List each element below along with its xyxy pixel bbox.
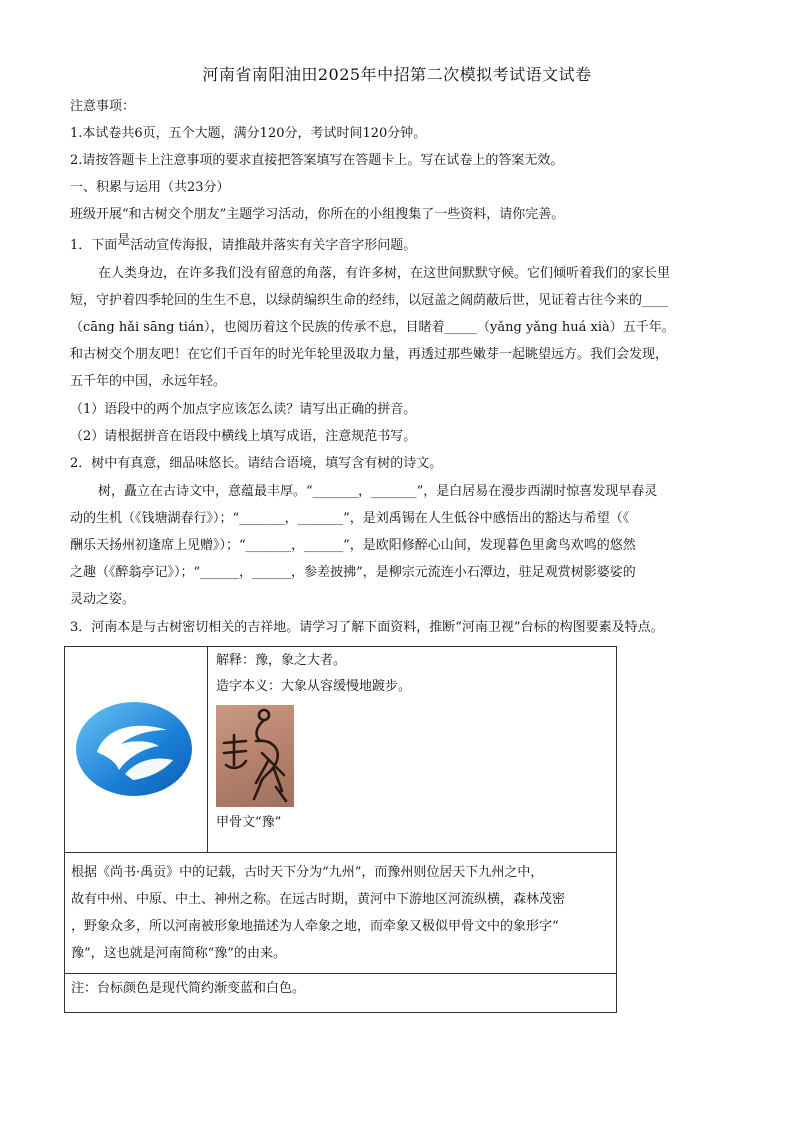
material-table <box>64 646 617 1013</box>
q1-stem-a: 1．下面 <box>70 238 118 253</box>
history-paragraph-cell <box>65 853 617 974</box>
q2-line-5: 灵动之姿。 <box>70 592 136 607</box>
notes-item-2: 2.请按答题卡上注意事项的要求直接把答案填写在答题卡上。写在试卷上的答案无效。 <box>70 153 564 168</box>
q1-stem-b: 活动宣传海报，请推敲并落实有关字音字形问题。 <box>130 238 417 253</box>
section1-heading: 一、积累与运用（共23分） <box>70 180 230 195</box>
oracle-caption: 甲骨文“豫” <box>216 815 282 830</box>
q2-line-2: 动的生机（《钱塘湖春行》）；“_______，_______”，是刘禹锡在人生低谷中感悟出的豁达与希望（《 <box>70 511 630 526</box>
q2-line-3: 酬乐天扬州初逢席上见赠》）；“_______，______”，是欧阳修醉心山间，发现暮色里禽鸟欢鸣的悠然 <box>70 538 636 553</box>
history-line-4: 豫”，这也就是河南简称“豫”的由来。 <box>71 946 286 961</box>
q1-passage-line-3: （cāng hǎi sāng tián），也阅历着这个民族的传承不息，目睹着_____（yǎng yǎng huá xià）五千年。 <box>70 320 675 335</box>
q1-passage-line-2: 短，守护着四季轮回的生生不息，以绿荫编织生命的经纬，以冠盖之阔荫蔽后世，见证着古往今来的____ <box>70 293 669 308</box>
logo-color-note-cell <box>65 974 617 1013</box>
q1-sub-1: （1）语段中的两个加点字应该怎么读？请写出正确的拼音。 <box>70 402 417 417</box>
oracle-bone-yu-character <box>216 705 294 807</box>
q2-stem: 2．树中有真意，细品味悠长。请结合语境，填写含有树的诗文。 <box>70 456 443 471</box>
oracle-bone-image <box>216 705 294 807</box>
explain-text: 解释：豫，象之大者。 <box>216 653 347 668</box>
q1-passage-line-5: 五千年的中国，永远年轻。 <box>70 374 227 389</box>
q1-passage-line-4: 和古树交个朋友吧！在它们千百年的时光年轮里汲取力量，再透过那些嫩芽一起眺望远方。我们会发现， <box>70 347 669 362</box>
q1-stem-sup: 是 <box>117 233 131 248</box>
q3-stem: 3．河南本是与古树密切相关的吉祥地。请学习了解下面资料，推断“河南卫视”台标的构图要素及特点。 <box>70 620 664 635</box>
history-line-1: 根据《尚书·禹贡》中的记载，古时天下分为“九州”，而豫州则位居天下九州之中， <box>71 865 544 880</box>
origin-text: 造字本义：大象从容缓慢地踱步。 <box>216 679 412 694</box>
history-line-2: 故有中州、中原、中土、神州之称。在远古时期，黄河中下游地区河流纵横，森林茂密 <box>71 892 566 907</box>
logo-cell <box>65 647 208 853</box>
q2-line-1: 树，矗立在古诗文中，意蕴最丰厚。“_______，_______”，是白居易在漫步西湖时惊喜发现早春灵 <box>98 484 658 499</box>
logo-color-note: 注：台标颜色是现代简约渐变蓝和白色。 <box>71 981 306 996</box>
henan-tv-logo-icon <box>75 700 193 798</box>
notes-item-1: 1.本试卷共6页，五个大题，满分120分，考试时间120分钟。 <box>70 126 427 141</box>
q1-stem <box>70 233 417 254</box>
notes-heading: 注意事项： <box>70 99 136 114</box>
explain-cell <box>208 647 617 853</box>
exam-title: 河南省南阳油田2025年中招第二次模拟考试语文试卷 <box>202 65 592 84</box>
q2-line-4: 之趣（《醉翁亭记》）；“______，______，参差披拂”，是柳宗元流连小石潭边，驻足观赏树影婆娑的 <box>70 565 636 580</box>
q1-sub-2: （2）请根据拼音在语段中横线上填写成语，注意规范书写。 <box>70 429 417 444</box>
history-line-3: ，野象众多，所以河南被形象地描述为人牵象之地，而牵象又极似甲骨文中的象形字“ <box>71 919 559 934</box>
section1-intro: 班级开展“和古树交个朋友”主题学习活动，你所在的小组搜集了一些资料，请你完善。 <box>70 207 565 222</box>
q1-passage-line-1: 在人类身边，在许多我们没有留意的角落，有许多树，在这世间默默守候。它们倾听着我们的家长里 <box>98 266 671 281</box>
